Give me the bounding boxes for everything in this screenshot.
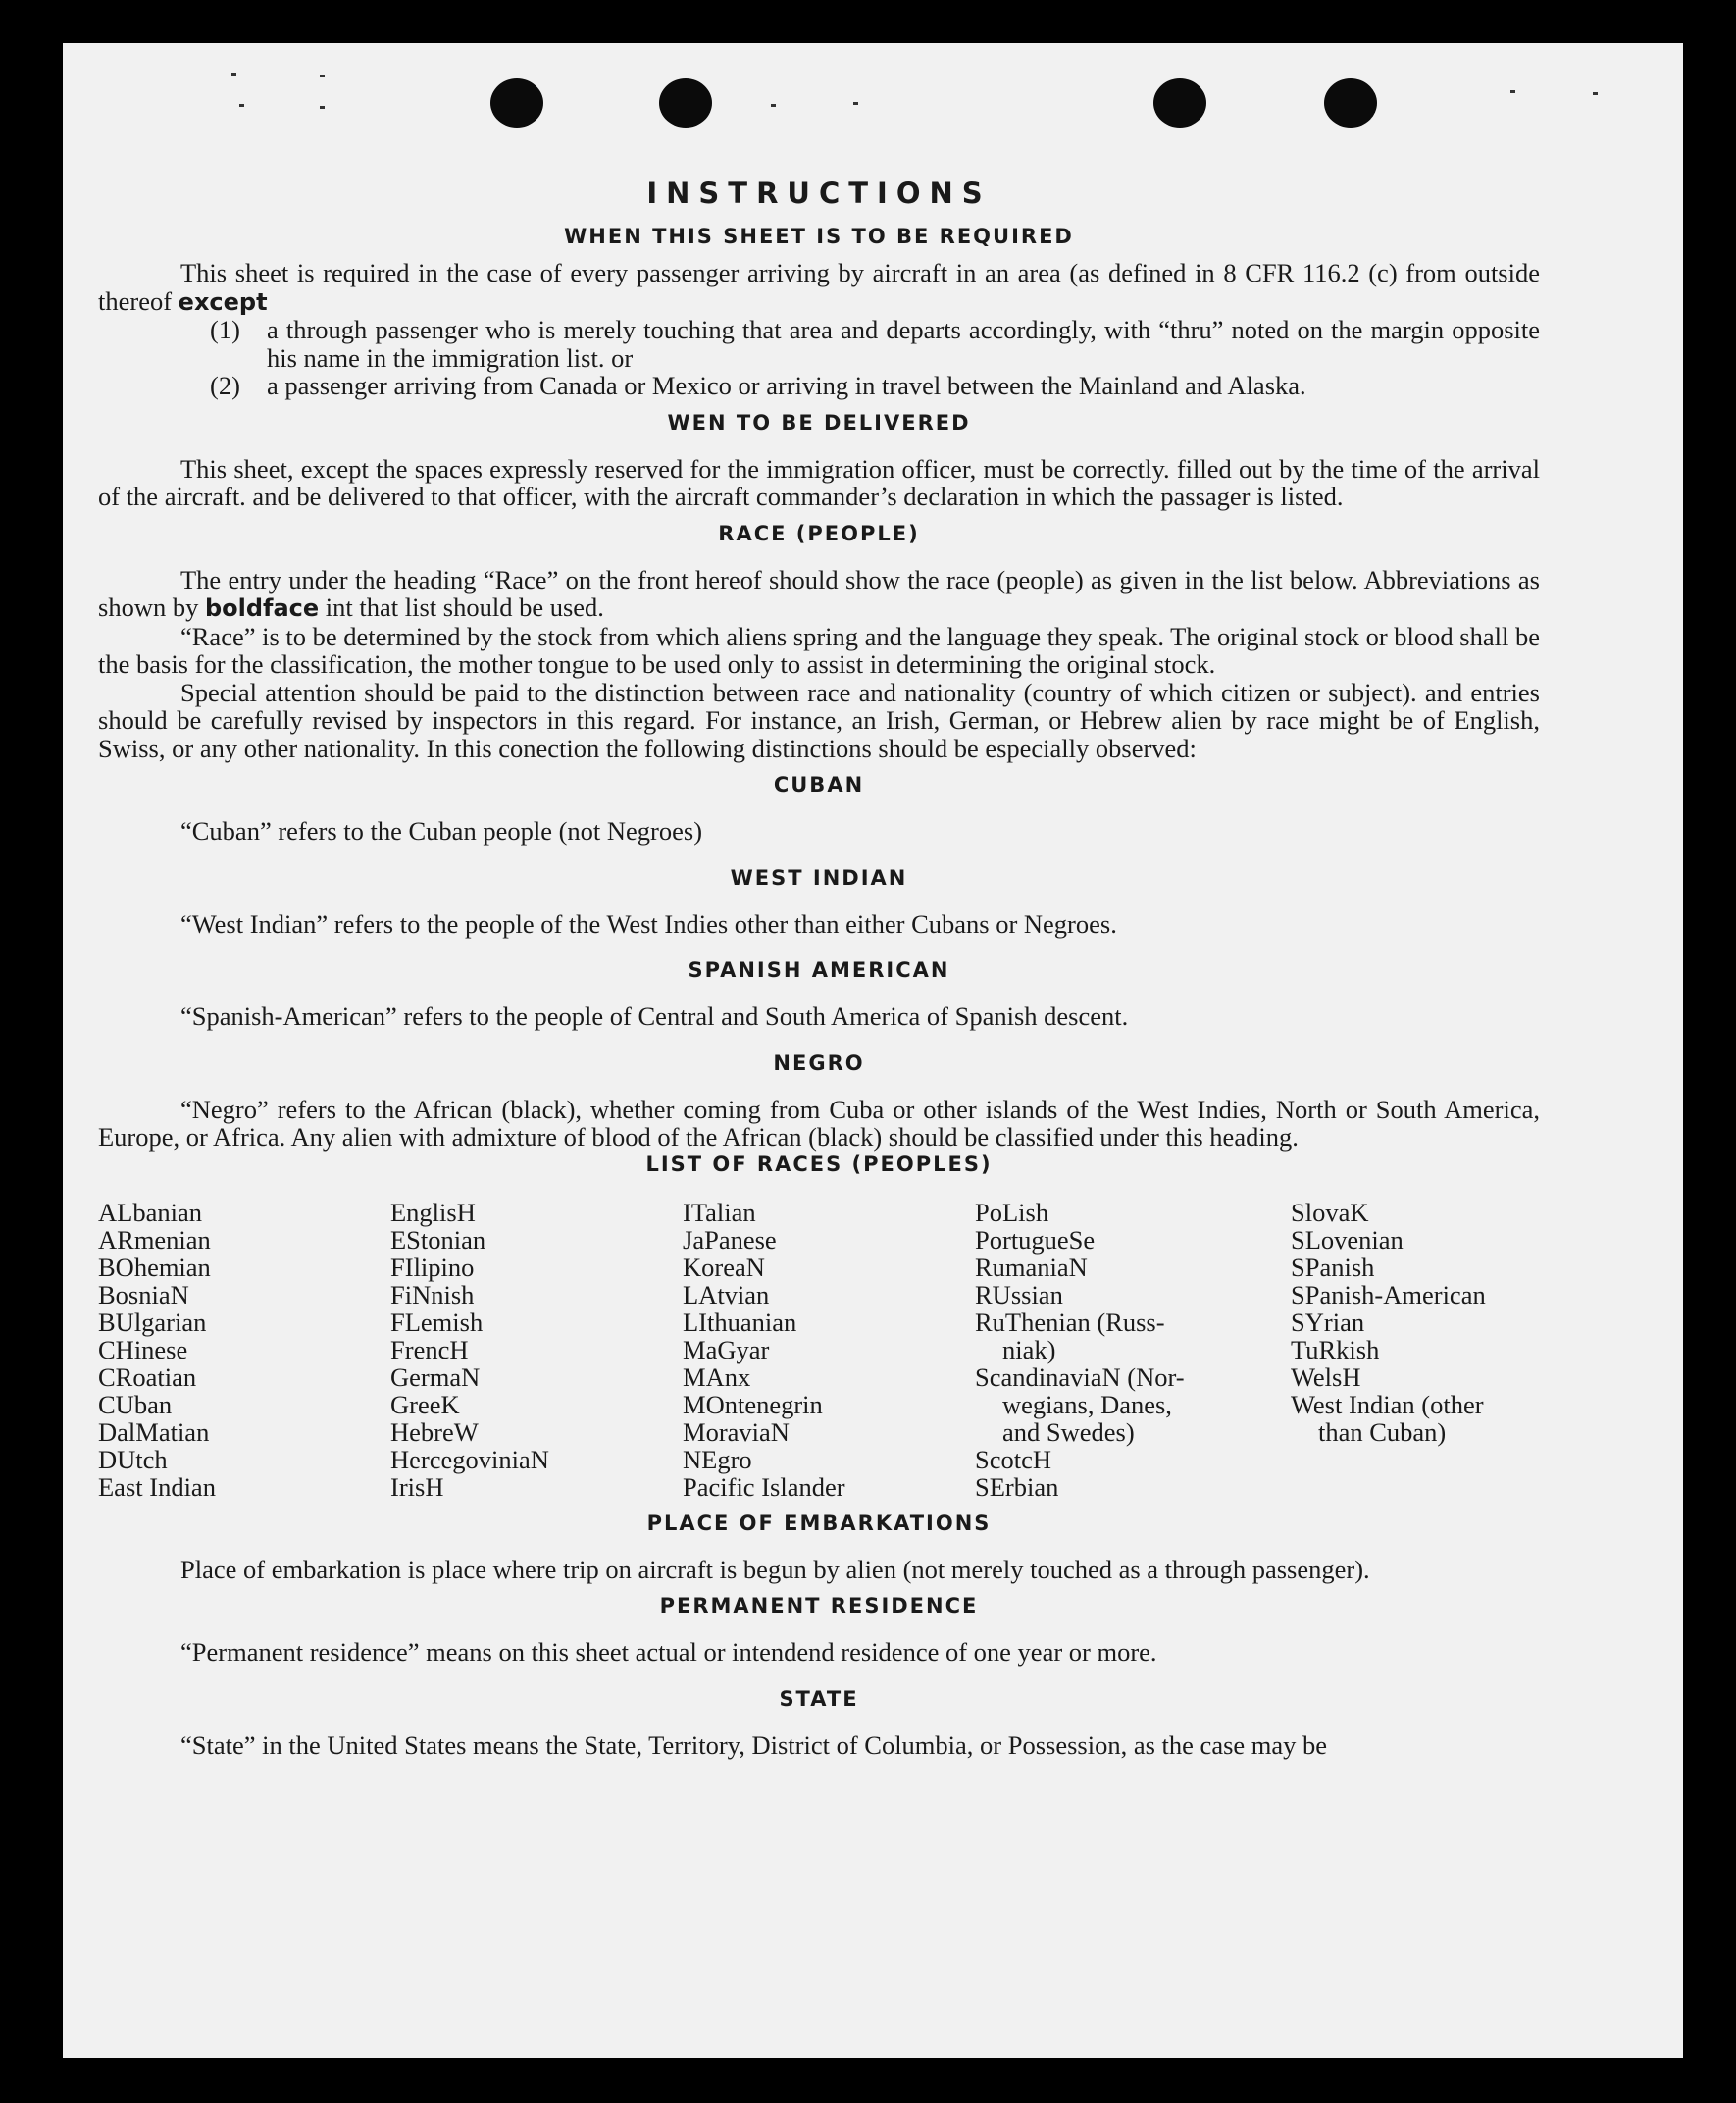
- race-entry: HercegoviniaN: [390, 1444, 549, 1474]
- heading-spanish-american: SPANISH AMERICAN: [688, 958, 950, 982]
- race-entry: PortugueSe: [975, 1224, 1096, 1255]
- race-entry: LIthuanian: [683, 1307, 797, 1337]
- state-text: “State” in the United States means the State, Territory, District of Columbia, or Possession, as the case may be: [180, 1729, 1328, 1760]
- race-entry: niak): [1002, 1334, 1056, 1364]
- scan-speck: [231, 73, 236, 76]
- heading-cuban: CUBAN: [773, 773, 865, 796]
- punch-hole: [1324, 78, 1377, 128]
- race-entry: MOntenegrin: [683, 1389, 823, 1419]
- race-entry: ALbanian: [98, 1197, 202, 1227]
- race-entry: MAnx: [683, 1361, 751, 1392]
- race-entry: TuRkish: [1291, 1334, 1380, 1364]
- race-entry: BOhemian: [98, 1252, 211, 1282]
- race-entry: CUban: [98, 1389, 173, 1419]
- race-entry: EnglisH: [390, 1197, 476, 1227]
- except-emphasis: except: [178, 287, 268, 316]
- race-entry: BUlgarian: [98, 1307, 207, 1337]
- race-entry: FIlipino: [390, 1252, 475, 1282]
- race-entry: GreeK: [390, 1389, 460, 1419]
- heading-permanent-residence: PERMANENT RESIDENCE: [659, 1594, 979, 1617]
- race-entry: FLemish: [390, 1307, 484, 1337]
- race-entry: PoLish: [975, 1197, 1049, 1227]
- race-entry: SlovaK: [1291, 1197, 1369, 1227]
- scan-speck: [771, 104, 776, 107]
- race-entry: MaGyar: [683, 1334, 770, 1364]
- cuban-text: “Cuban” refers to the Cuban people (not Negroes): [180, 816, 703, 846]
- race-entry: FiNnish: [390, 1279, 475, 1309]
- punch-hole: [659, 78, 712, 128]
- scan-speck: [320, 75, 325, 77]
- race-entry: NEgro: [683, 1444, 752, 1474]
- instructions-body: [98, 177, 1540, 1760]
- place-of-embarkation-text: Place of embarkation is place where trip on aircraft is begun by alien (not merely touched as a through passenger).: [180, 1554, 1370, 1584]
- race-entry: MoraviaN: [683, 1416, 790, 1447]
- race-entry: JaPanese: [683, 1224, 777, 1255]
- race-paragraph-3: Special attention should be paid to the distinction between race and nationality (country of which citizen or subject). and entries should be carefully revised by inspectors in this regard. For instance, an Irish, German, or Hebrew alien by race might be of English, Swiss, or any other nationality. In this conection the following distinctions should be especially observed:: [98, 677, 1540, 763]
- race-entry: ITalian: [683, 1197, 756, 1227]
- when-required-intro: This sheet is required in the case of every passenger arriving by aircraft in an area (as defined in 8 CFR 116.2 (c) from outside thereof except: [98, 258, 1540, 316]
- race-entry: RUssian: [975, 1279, 1063, 1309]
- race-entry: ScotcH: [975, 1444, 1052, 1474]
- race-entry: IrisH: [390, 1471, 444, 1502]
- race-entry: RuThenian (Russ-: [975, 1307, 1165, 1337]
- race-paragraph-2: “Race” is to be determined by the stock from which aliens spring and the language they speak. The original stock or blood shall be the basis for the classification, the mother tongue to be used only to assist in determining the original stock.: [98, 621, 1540, 679]
- race-entry: ScandinaviaN (Nor-: [975, 1361, 1185, 1392]
- negro-text: “Negro” refers to the African (black), whether coming from Cuba or other islands of the West Indies, North or South America, Europe, or Africa. Any alien with admixture of blood of the African (black) should be classified under this heading.: [98, 1094, 1540, 1152]
- heading-when-delivered: WEN TO BE DELIVERED: [667, 410, 971, 435]
- race-entry: East Indian: [98, 1471, 216, 1502]
- race-entry: SPanish-American: [1291, 1279, 1486, 1309]
- race-entry: GermaN: [390, 1361, 481, 1392]
- race-entry: than Cuban): [1318, 1416, 1447, 1447]
- race-entry: SErbian: [975, 1471, 1059, 1502]
- scan-speck: [853, 102, 858, 105]
- race-entry: LAtvian: [683, 1279, 770, 1309]
- page-title: INSTRUCTIONS: [646, 177, 992, 210]
- scan-speck: [320, 106, 325, 109]
- heading-list-of-races: LIST OF RACES (PEOPLES): [645, 1152, 993, 1176]
- race-entry: WelsH: [1291, 1361, 1361, 1392]
- punch-hole: [1153, 78, 1206, 128]
- race-column: [1291, 1199, 1540, 1501]
- race-entry: SPanish: [1291, 1252, 1375, 1282]
- race-column: [390, 1199, 683, 1501]
- permanent-residence-text: “Permanent residence” means on this sheet actual or intendend residence of one year or more.: [180, 1637, 1157, 1667]
- scan-speck: [1510, 90, 1515, 93]
- race-entry: and Swedes): [1002, 1416, 1135, 1447]
- exception-item: (2) a passenger arriving from Canada or Mexico or arriving in travel between the Mainland and Alaska.: [210, 371, 1306, 400]
- race-column: [975, 1199, 1291, 1501]
- scan-speck: [1593, 92, 1598, 95]
- race-entry: Pacific Islander: [683, 1471, 845, 1502]
- race-entry: wegians, Danes,: [1002, 1389, 1172, 1419]
- race-entry: HebreW: [390, 1416, 479, 1447]
- race-entry: CRoatian: [98, 1361, 197, 1392]
- exception-item: (1) a through passenger who is merely touching that area and departs accordingly, with “thru” noted on the margin opposite his name in the immigration list. or: [210, 315, 1540, 373]
- when-delivered-text: This sheet, except the spaces expressly reserved for the immigration officer, must be correctly. filled out by the time of the arrival of the aircraft. and be delivered to that officer, with the aircraft commander’s declaration in which the passager is listed.: [98, 453, 1540, 511]
- scan-speck: [239, 104, 244, 107]
- race-entry: SYrian: [1291, 1307, 1365, 1337]
- race-entry: West Indian (other: [1291, 1389, 1484, 1419]
- race-list: [98, 1199, 1540, 1501]
- heading-negro: NEGRO: [773, 1051, 865, 1075]
- race-entry: DUtch: [98, 1444, 168, 1474]
- heading-when-required: WHEN THIS SHEET IS TO BE REQUIRED: [564, 225, 1074, 248]
- west-indian-text: “West Indian” refers to the people of the West Indies other than either Cubans or Negroes.: [180, 908, 1117, 939]
- race-entry: DalMatian: [98, 1416, 210, 1447]
- heading-place-of-embarkation: PLACE OF EMBARKATIONS: [646, 1511, 992, 1535]
- race-entry: CHinese: [98, 1334, 188, 1364]
- race-column: [683, 1199, 975, 1501]
- boldface-emphasis: boldface: [204, 594, 320, 622]
- race-entry: EStonian: [390, 1224, 486, 1255]
- race-entry: RumaniaN: [975, 1252, 1088, 1282]
- document-page: [63, 43, 1683, 2058]
- punch-hole: [490, 78, 543, 128]
- exception-list: [210, 316, 1540, 400]
- race-entry: KoreaN: [683, 1252, 765, 1282]
- heading-race: RACE (PEOPLE): [718, 521, 920, 545]
- heading-west-indian: WEST INDIAN: [730, 865, 908, 890]
- race-paragraph-1: The entry under the heading “Race” on the front hereof should show the race (people) as given in the list below. Abbreviations as shown by boldface int that list should be used.: [98, 564, 1540, 622]
- heading-state: STATE: [779, 1686, 859, 1711]
- race-entry: SLovenian: [1291, 1224, 1404, 1255]
- race-entry: FrencH: [390, 1334, 469, 1364]
- race-entry: ARmenian: [98, 1224, 211, 1255]
- race-column: [98, 1199, 390, 1501]
- race-entry: BosniaN: [98, 1279, 189, 1309]
- spanish-american-text: “Spanish-American” refers to the people of Central and South America of Spanish descent.: [180, 1001, 1129, 1031]
